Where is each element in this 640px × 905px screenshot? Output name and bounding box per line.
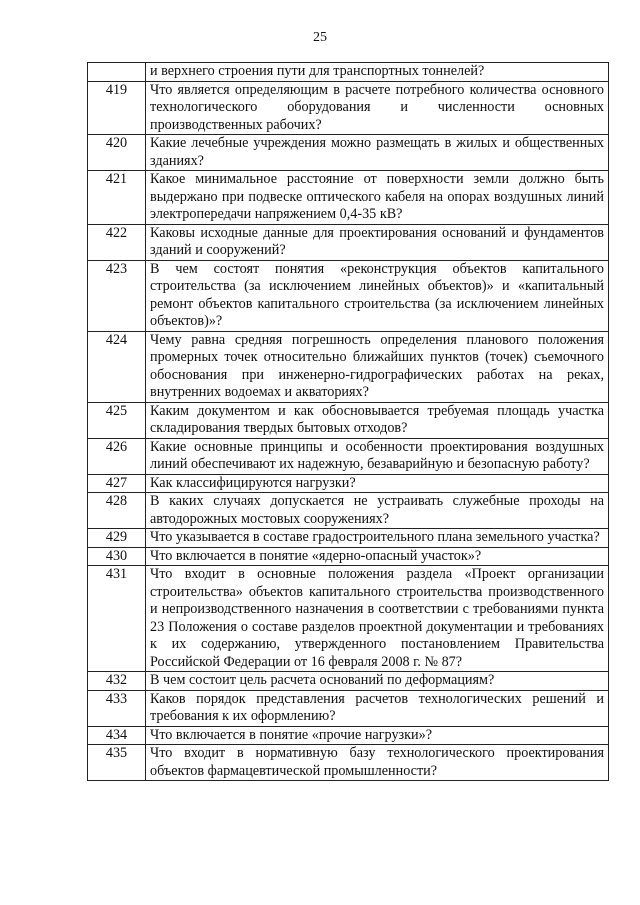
question-text: Как классифицируются нагрузки? [146,474,609,493]
question-text: В чем состоят понятия «реконструкция объектов капитального строительства (за исключением линейных объектов)» и «капитальный ремонт объектов капитального строительства (за исключением линейных объектов)»? [146,260,609,331]
table-row [88,402,609,438]
question-text: Что указывается в составе градостроительного плана земельного участка? [146,529,609,548]
question-number: 423 [88,260,146,331]
question-number: 432 [88,672,146,691]
table-row [88,63,609,82]
table-row [88,171,609,225]
table-row [88,726,609,745]
table-row [88,260,609,331]
table-row [88,493,609,529]
question-text: и верхнего строения пути для транспортных тоннелей? [146,63,609,82]
question-text: В каких случаях допускается не устраивать служебные проходы на автодорожных мостовых сооружениях? [146,493,609,529]
question-number: 434 [88,726,146,745]
question-number: 435 [88,745,146,781]
question-text: В чем состоит цель расчета оснований по деформациям? [146,672,609,691]
table-row [88,135,609,171]
table-row [88,224,609,260]
questions-table [87,62,609,781]
question-number: 433 [88,690,146,726]
question-number [88,63,146,82]
question-text: Что входит в нормативную базу технологического проектирования объектов фармацевтической промышленности? [146,745,609,781]
question-text: Что входит в основные положения раздела «Проект организации строительства» объектов капитального строительства производственного и непроизводственного назначения в соответствии с требованиями пункта 23 Положения о составе разделов проектной документации и требованиях к их содержанию, утвержденного постановлением Правительства Российской Федерации от 16 февраля 2008 г. № 87? [146,566,609,672]
question-number: 430 [88,547,146,566]
question-number: 431 [88,566,146,672]
question-number: 428 [88,493,146,529]
table-row [88,474,609,493]
table-row [88,331,609,402]
question-text: Каким документом и как обосновывается требуемая площадь участка складирования твердых бытовых отходов? [146,402,609,438]
question-text: Каковы исходные данные для проектирования оснований и фундаментов зданий и сооружений? [146,224,609,260]
question-number: 429 [88,529,146,548]
table-row [88,529,609,548]
table-row [88,672,609,691]
question-number: 422 [88,224,146,260]
page-number: 25 [313,30,327,45]
question-text: Какие лечебные учреждения можно размещать в жилых и общественных зданиях? [146,135,609,171]
table-row [88,566,609,672]
table-row [88,745,609,781]
question-number: 419 [88,81,146,135]
question-number: 425 [88,402,146,438]
question-text: Что включается в понятие «прочие нагрузки»? [146,726,609,745]
question-text: Что включается в понятие «ядерно-опасный участок»? [146,547,609,566]
table-row [88,438,609,474]
question-number: 424 [88,331,146,402]
question-number: 426 [88,438,146,474]
question-number: 421 [88,171,146,225]
table-row [88,547,609,566]
question-number: 420 [88,135,146,171]
question-text: Каков порядок представления расчетов технологических решений и требования к их оформлению? [146,690,609,726]
question-text: Какое минимальное расстояние от поверхности земли должно быть выдержано при подвеске оптического кабеля на опорах воздушных линий электропередачи напряжением 0,4-35 кВ? [146,171,609,225]
question-text: Какие основные принципы и особенности проектирования воздушных линий обеспечивают их надежную, безаварийную и безопасную работу? [146,438,609,474]
table-row [88,690,609,726]
question-text: Чему равна средняя погрешность определения планового положения промерных точек относительно ближайших пунктов (точек) съемочного обоснования при инженерно-гидрографических работах на реках, внутренних водоемах и акваториях? [146,331,609,402]
question-number: 427 [88,474,146,493]
question-text: Что является определяющим в расчете потребного количества основного технологического оборудования и численности основных производственных рабочих? [146,81,609,135]
table-row [88,81,609,135]
